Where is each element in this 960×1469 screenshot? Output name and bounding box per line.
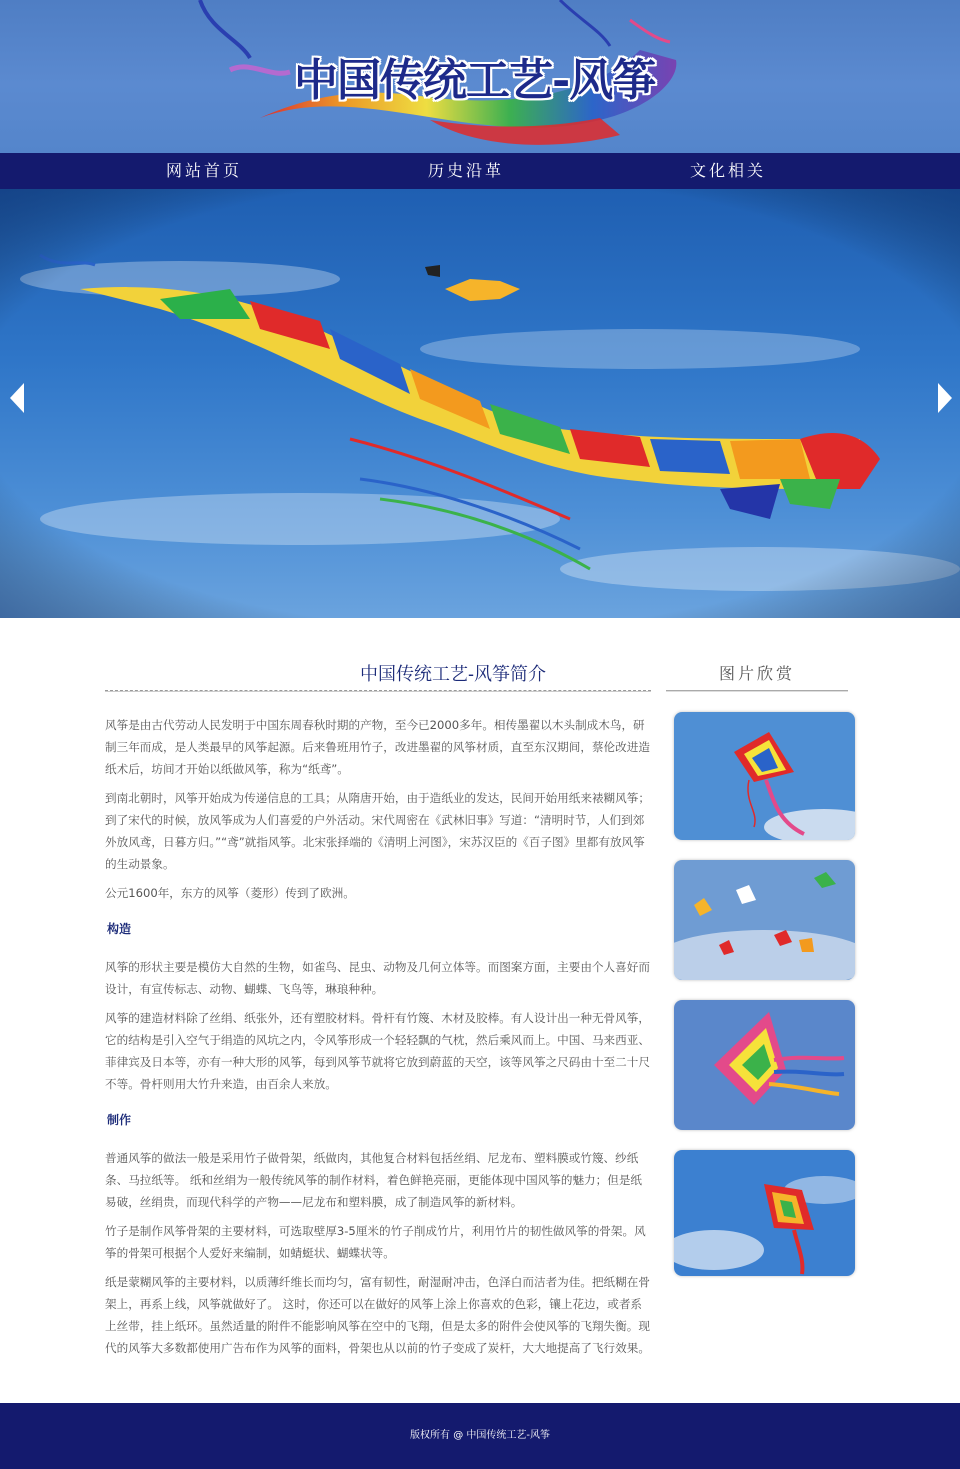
hero-slider <box>0 189 960 618</box>
slider-prev-button[interactable] <box>6 381 28 415</box>
chevron-left-icon <box>6 381 28 415</box>
kite-photo <box>674 712 855 840</box>
kite-photo <box>674 1150 855 1276</box>
nav-item-history[interactable]: 历史沿革 <box>427 161 504 180</box>
article-paragraph: 纸是蒙糊风筝的主要材料，以质薄纤维长而均匀，富有韧性，耐湿耐冲击，色泽白而洁者为佳。把纸糊在骨架上，再系上线，风筝就做好了。 这时，你还可以在做好的风筝上涂上你喜欢的色彩，镶上花边，或者系上丝带，挂上纸环。虽然适量的附件不能影响风筝在空中的飞翔，但是太多的附件会使风筝的飞翔失衡。现代的风筝大多数都使用广告布作为风筝的面料，骨架也从以前的竹子变成了炭杆，大大地提高了飞行效果。 <box>105 1275 650 1355</box>
title-divider <box>105 690 651 692</box>
footer <box>0 1403 960 1469</box>
kite-photo <box>674 1000 855 1130</box>
gallery-sidebar <box>666 662 848 692</box>
article-paragraph: 到南北朝时，风筝开始成为传递信息的工具；从隋唐开始，由于造纸业的发达，民间开始用纸来裱糊风筝；到了宋代的时候，放风筝成为人们喜爱的户外活动。宋代周密在《武林旧事》写道：“清明时节，人们到郊外放风鸢，日暮方归。”“鸢”就指风筝。北宋张择端的《清明上河图》，宋苏汉臣的《百子图》里都有放风筝的生动景象。 <box>105 791 650 871</box>
article-paragraph: 竹子是制作风筝骨架的主要材料，可选取壁厚3-5厘米的竹子削成竹片，利用竹片的韧性做风筝的骨架。风筝的骨架可根据个人爱好来编制，如蜻蜓状、蝴蝶状等。 <box>105 1224 646 1260</box>
section-heading-structure: 构造 <box>107 922 132 936</box>
article-paragraph: 风筝的建造材料除了丝绢、纸张外，还有塑胶材料。骨杆有竹篾、木材及胶棒。有人设计出一种无骨风筝，它的结构是引入空气于绢造的风坑之内，令风筝形成一个轻轻飘的气枕，然后乘风而上。中国、马来西亚、菲律宾及日本等，亦有一种大形的风筝，每到风筝节就将它放到蔚蓝的天空，该等风筝之尺码由十至二十尺不等。骨杆则用大竹升来造，由百余人来放。 <box>105 1011 650 1091</box>
gallery-image-2[interactable] <box>674 860 855 980</box>
article-paragraph: 风筝是由古代劳动人民发明于中国东周春秋时期的产物，至今已2000多年。相传墨翟以木头制成木鸟，研制三年而成，是人类最早的风筝起源。后来鲁班用竹子，改进墨翟的风筝材质，直至东汉期间，蔡伦改进造纸术后，坊间才开始以纸做风筝，称为“纸鸢”。 <box>105 718 650 776</box>
kite-photo <box>674 860 855 980</box>
hero-kite-image <box>0 189 960 618</box>
article-paragraph: 普通风筝的做法一般是采用竹子做骨架，纸做肉，其他复合材料包括丝绢、尼龙布、塑料膜或竹篾、纱纸条、马拉纸等。 纸和丝绢为一般传统风筝的制作材料，着色鲜艳亮丽，更能体现中国风筝的魅力；但是纸易破，丝绢贵，而现代科学的产物——尼龙布和塑料膜，成了制造风筝的新材料。 <box>105 1151 643 1209</box>
chevron-right-icon <box>934 381 956 415</box>
nav-item-culture[interactable]: 文化相关 <box>689 161 766 180</box>
article-title: 中国传统工艺-风筝简介 <box>360 664 546 684</box>
slider-next-button[interactable] <box>934 381 956 415</box>
gallery-title: 图片欣赏 <box>718 664 795 683</box>
nav-item-home[interactable]: 网站首页 <box>165 161 242 180</box>
gallery-divider <box>666 690 848 692</box>
gallery-image-3[interactable] <box>674 1000 855 1130</box>
main-nav <box>0 153 960 189</box>
article-paragraph: 公元1600年，东方的风筝（菱形）传到了欧洲。 <box>105 886 355 900</box>
gallery-image-1[interactable] <box>674 712 855 840</box>
article <box>105 662 651 1366</box>
section-heading-making: 制作 <box>107 1113 132 1127</box>
header-banner <box>0 0 960 153</box>
gallery-image-4[interactable] <box>674 1150 855 1276</box>
article-paragraph: 风筝的形状主要是模仿大自然的生物，如雀鸟、昆虫、动物及几何立体等。而图案方面，主要由个人喜好而设计，有宣传标志、动物、蝴蝶、飞鸟等，琳琅种种。 <box>105 960 650 996</box>
footer-copyright: 版权所有 @ 中国传统工艺-风筝 <box>410 1430 550 1441</box>
site-title: 中国传统工艺-风筝 <box>294 55 656 106</box>
